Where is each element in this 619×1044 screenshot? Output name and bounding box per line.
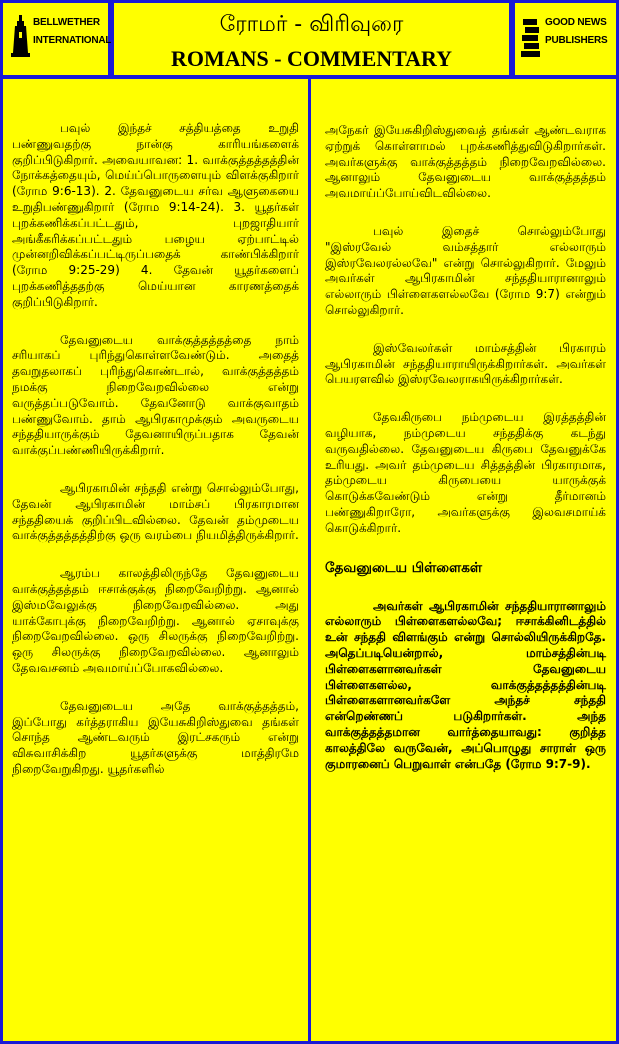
bold-scripture-paragraph: அவர்கள் ஆபிரகாமின் சந்ததியாரானாலும் எல்லாரும் பிள்ளைகளல்லவே; ஈசாக்கினிடத்தில் உன் சந்ததி விளங்கும் என்று சொல்லியிருக்கிறதே. அதெப்படியென்றால், மாம்சத்தின்படி பிள்ளைகளானவர்கள் தேவனுடைய பிள்ளைகளல்ல, வாக்குத்தத்தத்தின்படி பிள்ளைகளானவர்களே அந்தச் சந்ததி என்றெண்ணப் படுகிறார்கள். அந்த வாக்குத்தத்தமான வார்த்தையாவது: குறித்த காலத்திலே வருவேன், அப்பொழுது சாராள் ஒரு குமாரனைப் பெறுவாள் என்பதே (ரோம 9:7-9).: [325, 598, 606, 771]
logo-line-2: PUBLISHERS: [545, 35, 608, 46]
paragraph: ஆபிரகாமின் சந்ததி என்று சொல்லும்போது, தேவன் ஆபிரகாமின் மாம்சப் பிரகாரமான சந்ததியைக் குறிப்பிடவில்லை. தேவன் தம்முடைய வாக்குத்தத்தத்திற்கு ஒரு வரம்பை நியமித்திருக்கிறார்.: [12, 480, 299, 543]
left-column: [0, 76, 311, 1044]
bellwether-logo: [11, 15, 112, 65]
page-title-english: ROMANS - COMMENTARY: [170, 46, 453, 71]
header-left-logo-panel: [0, 0, 111, 78]
paragraph: பவுல் இதைச் சொல்லும்போது "இஸ்ரவேல் வம்சத்தார் எல்லாரும் இஸ்ரவேலரல்லவே" என்று சொல்லுகிறார். மேலும் அவர்கள் ஆபிரகாமின் சந்ததியாரானாலும் எல்லாரும் பிள்ளைகளல்லவே (ரோம 9:7) என்றும் சொல்லுகிறார்.: [325, 223, 606, 317]
header-title-panel: [111, 0, 512, 78]
right-column-body: [325, 123, 606, 794]
paragraph: இஸ்வேலர்கள் மாம்சத்தின் பிரகாரம் ஆபிரகாமின் சந்ததியாராயிருக்கிறார்கள். அவர்கள் பெயரளவில் இஸ்ரவேலராகயிருக்கிறார்கள்.: [325, 340, 606, 387]
paragraph: தேவனுடைய அதே வாக்குத்தத்தம், இப்போது கர்த்தராகிய இயேசுகிறிஸ்துவை தங்கள் சொந்த ஆண்டவரும் இரட்சகரும் என்று விசுவாசிக்கிற யூதர்களுக்கு மாத்திரமே நிறைவேறுகிறது. யூதர்களில்: [12, 698, 299, 776]
page-title-tamil: ரோமர் - விரிவுரை: [219, 12, 404, 37]
left-column-body: [12, 121, 299, 800]
logo-line-1: GOOD NEWS: [545, 17, 607, 28]
right-column: [308, 76, 619, 1044]
book-stack-icon: [521, 15, 541, 59]
paragraph: தேவனுடைய வாக்குத்தத்தத்தை நாம் சரியாகப் புரிந்துகொள்ளவேண்டும். அதைத் தவறுதலாகப் புரிந்துகொண்டால், வாக்குத்தத்தம் நமக்கு நிறைவேறவில்லை என்று வருத்தப்படுவோம். தேவனோடு வாக்குவாதம் பண்ணுவோம். தாம் ஆபிரகாமுக்கும் அவருடைய சந்ததியாருக்கும் தேவனாயிருப்பதாக தேவன் வாக்குப்பண்ணியிருக்கிறார்.: [12, 332, 299, 458]
bell-tower-icon: [11, 15, 31, 59]
paragraph: தேவகிருபை நம்முடைய இரத்தத்தின் வழியாக, நம்முடைய சந்ததிக்கு கடந்து வருவதில்லை. தேவனுடைய கிருபை தேவனுக்கே உரியது. அவர் தம்முடைய சித்தத்தின் பிரகாரமாக, தம்முடைய கிருபையை யாருக்குக் கொடுக்கவேண்டும் என்று தீர்மானம் பண்ணுகிறாரோ, அவர்களுக்கு இலவசமாய்க் கொடுக்கிறார்.: [325, 410, 606, 535]
paragraph: அநேகர் இயேசுகிறிஸ்துவைத் தங்கள் ஆண்டவராக ஏற்றுக் கொள்ளாமல் புறக்கணித்துவிடுகிறார்கள். அவர்களுக்கு வாக்குத்தத்தம் நிறைவேறவில்லை. ஆனாலும் தேவனுடைய வாக்குத்தத்தம் அவமாய்ப்போய்விடவில்லை.: [325, 123, 606, 201]
logo-line-2: INTERNATIONAL: [33, 35, 112, 46]
paragraph: பவுல் இந்தச் சத்தியத்தை உறுதி பண்ணுவதற்கு நான்கு காரியங்களைக் குறிப்பிடுகிறார். அவையாவன: 1. வாக்குத்தத்தத்தின் நோக்கத்தையும், மெய்ப்பொருளையும் விளக்குகிறார் (ரோம 9:6-13). 2. தேவனுடைய சர்வ ஆளுகையை உறுதிபண்ணுகிறார் (ரோம 9:14-24). 3. யூதர்கள் புறக்கணிக்கப்பட்டதும், புறஜாதியார் அங்கீகரிக்கப்பட்டதும் பழைய ஏற்பாட்டில் முன்னறிவிக்கப்பட்டிருப்பதைக் காண்பிக்கிறார் (ரோம 9:25-29) 4. தேவன் யூதர்களைப் புறக்கணித்ததற்கு மெய்யான காரணத்தைக் குறிப்பிடுகிறார்.: [12, 121, 299, 309]
good-news-publishers-logo: [521, 15, 616, 65]
paragraph: ஆரம்ப காலத்திலிருந்தே தேவனுடைய வாக்குத்தத்தம் ஈசாக்குக்கு நிறைவேறிற்று. ஆனால் இஸ்மவேலுக்கு நிறைவேறவில்லை. அது யாக்கோபுக்கு நிறைவேறிற்று. ஆனால் ஏசாவுக்கு நிறைவேறவில்லை. ஒரு சிலருக்கு நிறைவேறிற்று. ஒரு சிலருக்கு நிறைவேறவில்லை. ஆனாலும் தேவவசனம் அவமாய்ப்போகவில்லை.: [12, 566, 299, 675]
header-right-logo-panel: [512, 0, 619, 78]
logo-line-1: BELLWETHER: [33, 17, 100, 28]
section-subheading: தேவனுடைய பிள்ளைகள்: [325, 559, 483, 576]
